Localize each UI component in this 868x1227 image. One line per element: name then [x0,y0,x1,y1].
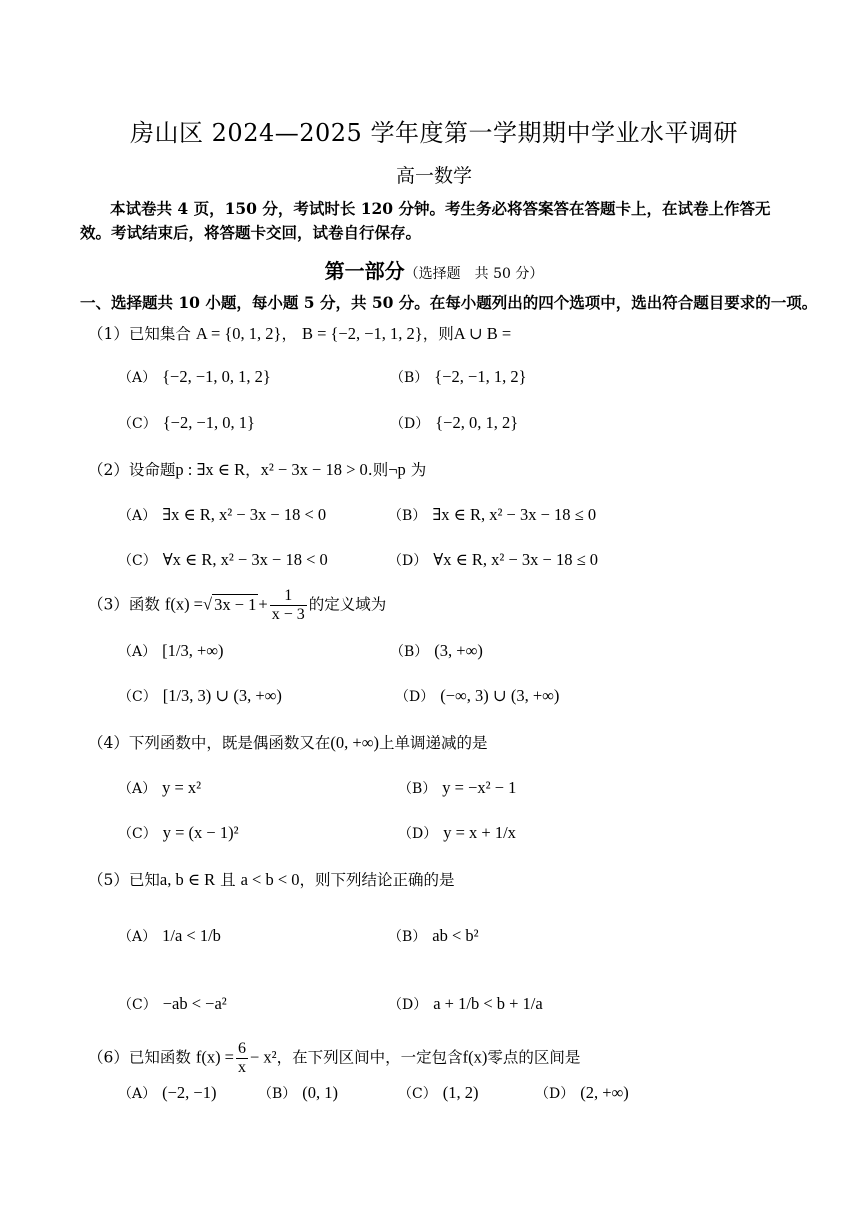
section-instructions: 一、选择题共 10 小题，每小题 5 分，共 50 分。在每小题列出的四个选项中，选出符合题目要求的一项。 [80,293,818,312]
question-5-option-a [118,926,221,946]
question-2-option-d [388,550,598,570]
question-6-option-b [258,1083,338,1103]
stem-text: 已知 [128,871,160,889]
stem-text: ，则下列结论正确的是 [299,871,455,889]
stem-text: 已知函数 [128,1048,191,1067]
option-label: （D） [390,416,430,432]
option-label: （B） [388,508,427,524]
question-5-option-c [118,994,227,1014]
stem-text: 的定义域为 [308,595,387,614]
question-2-stem [88,458,426,480]
question-4-option-d [398,823,516,843]
stem-text: .则 [367,461,389,479]
exam-subject: 高一数学 [395,165,472,187]
question-3-option-d [395,686,559,706]
math-inequality: x² − 3x − 18 > 0 [260,460,368,479]
option-label: （C） [118,416,157,432]
option-content: ∃x ∈ R, x² − 3x − 18 < 0 [162,505,327,524]
fraction-numerator: 1 [270,587,307,606]
option-label: （B） [398,781,437,797]
question-1-option-b [390,367,527,387]
question-number: （5） [88,871,129,889]
question-1-stem [88,322,511,344]
math-fraction [270,587,307,624]
fraction-denominator: x [238,1059,246,1076]
option-content: ∀x ∈ R, x² − 3x − 18 < 0 [162,550,328,569]
math-fraction [236,1040,248,1077]
option-content: (−2, −1) [162,1083,217,1102]
option-label: （A） [118,644,157,660]
fraction-numerator: 6 [238,1040,246,1057]
question-number: （3） [88,595,129,614]
math-negation: ¬p [388,460,406,479]
math-set-b: B = {−2, −1, 1, 2} [301,324,423,343]
math-membership: a, b ∈ R [159,870,216,889]
math-function-ref: f(x) [462,1047,488,1067]
question-2-option-c [118,550,328,570]
stem-text: 已知集合 [128,325,191,343]
option-label: （A） [118,1086,157,1102]
stem-text: 函数 [128,595,160,614]
option-content: 1/a < 1/b [162,926,221,945]
question-4-option-c [118,823,239,843]
option-content: {−2, −1, 1, 2} [434,367,527,386]
question-4-stem [88,731,487,753]
question-3-option-b [390,641,483,661]
option-content: y = x² [162,778,202,797]
option-content: y = −x² − 1 [442,778,517,797]
question-4-option-a [118,778,201,798]
math-term: − x² [250,1047,277,1067]
option-label: （C） [398,1086,437,1102]
math-proposition: p : ∃x ∈ R [175,460,246,479]
stem-text: ， [245,461,261,479]
option-content: ∃x ∈ R, x² − 3x − 18 ≤ 0 [432,505,597,524]
question-5-option-d [388,994,543,1014]
option-label: （B） [388,929,427,945]
question-number: （2） [88,461,129,479]
question-number: （1） [88,325,129,343]
stem-text: 设命题 [128,461,176,479]
stem-text: 零点的区间是 [487,1048,581,1067]
option-content: ab < b² [432,926,479,945]
option-content: a + 1/b < b + 1/a [433,994,543,1013]
option-content: [1/3, 3) ∪ (3, +∞) [162,686,282,705]
option-label: （D） [388,997,428,1013]
option-label: （C） [118,826,157,842]
option-content: {−2, −1, 0, 1} [162,413,255,432]
option-label: （D） [535,1086,575,1102]
option-content: {−2, 0, 1, 2} [435,413,519,432]
option-label: （A） [118,370,157,386]
option-label: （C） [118,997,157,1013]
exam-title: 房山区 2024—2025 学年度第一学期期中学业水平调研 [130,119,738,147]
option-content: (1, 2) [442,1083,479,1102]
part-heading [0,255,868,284]
option-label: （D） [398,826,438,842]
stem-text: 上单调递减的是 [378,734,488,752]
question-5-option-b [388,926,479,946]
question-2-option-b [388,505,596,525]
stem-text: ， [281,325,297,343]
question-1-option-c [118,413,255,433]
option-content: (3, +∞) [434,641,483,660]
option-label: （C） [118,689,157,705]
option-content: y = (x − 1)² [162,823,239,842]
question-4-option-b [398,778,516,798]
math-union: A ∪ B = [453,324,512,343]
question-1-option-a [118,367,271,387]
math-radicand: 3x − 1 [214,594,257,614]
stem-text: 为 [410,461,427,479]
stem-text: ，在下列区间中，一定包含 [276,1048,463,1067]
question-3-option-a [118,641,224,661]
option-content: [1/3, +∞) [162,641,224,660]
option-content: ∀x ∈ R, x² − 3x − 18 ≤ 0 [433,550,599,569]
option-label: （A） [118,508,157,524]
stem-text: 下列函数中，既是偶函数又在 [128,734,331,752]
option-content: (0, 1) [302,1083,339,1102]
option-content: (2, +∞) [580,1083,629,1102]
question-6-option-c [398,1083,478,1103]
question-number: （4） [88,734,129,752]
exam-notice: 本试卷共 4 页，150 分，考试时长 120 分钟。考生务必将答案答在答题卡上，在试卷上作答无效。考试结束后，将答题卡交回，试卷自行保存。 [80,199,771,242]
question-number: （6） [88,1048,129,1067]
option-content: y = x + 1/x [443,823,516,842]
math-function: f(x) = [195,1047,234,1067]
question-3-option-c [118,686,282,706]
option-content: (−∞, 3) ∪ (3, +∞) [440,686,560,705]
question-5-stem [88,868,455,890]
question-1-option-d [390,413,518,433]
math-function: f(x) = [164,594,203,614]
option-label: （B） [390,370,429,386]
stem-text: ，则 [422,325,454,343]
option-content: {−2, −1, 0, 1, 2} [162,367,271,386]
option-label: （A） [118,929,157,945]
question-3-stem: （3）函数 f(x) =√ 3x − 1 + $\frac{1}{x - 3}$ 的定义域为 [88,587,387,623]
question-6-option-a [118,1083,216,1103]
part-note: （选择题 共 50 分） [404,266,544,282]
option-label: （C） [118,553,157,569]
option-label: （D） [395,689,435,705]
option-label: （A） [118,781,157,797]
question-2-option-a [118,505,326,525]
question-6-stem [88,1040,580,1077]
math-inequality: a < b < 0 [240,870,300,889]
fraction-denominator: x − 3 [271,606,305,623]
option-label: （B） [390,644,429,660]
math-set-a: A = {0, 1, 2} [195,324,282,343]
question-6-option-d [535,1083,629,1103]
option-label: （D） [388,553,428,569]
option-content: −ab < −a² [162,994,227,1013]
option-label: （B） [258,1086,297,1102]
math-interval: (0, +∞) [330,733,379,752]
part-name: 第一部分 [324,259,405,283]
stem-text: 且 [220,871,236,889]
math-operator: + [258,594,268,614]
